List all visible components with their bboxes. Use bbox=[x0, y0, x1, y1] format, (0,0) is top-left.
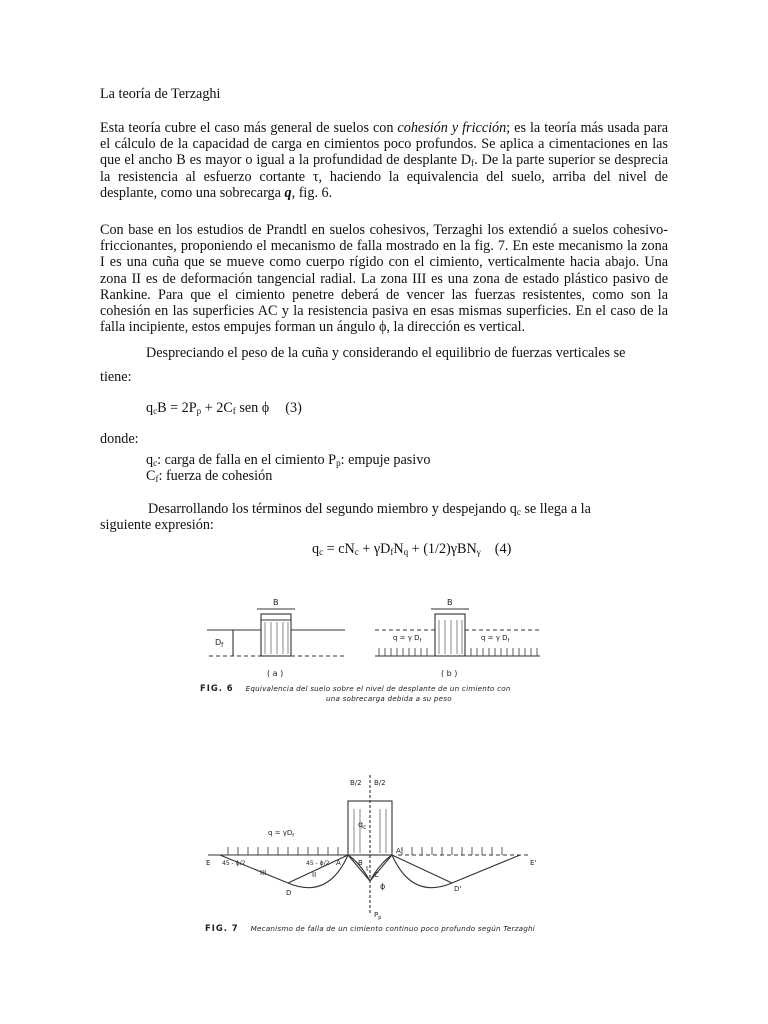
phi-label: ϕ bbox=[380, 882, 386, 891]
q-label-left: q = γ $D_f$ bbox=[393, 634, 422, 644]
definition-qc: $q_c$: carga de falla en el cimiento $P_p$: empuje pasivo bbox=[146, 452, 431, 468]
figure-6-caption-line2: una sobrecarga debida a su peso bbox=[326, 694, 452, 703]
qc-label: $q_c$ bbox=[358, 820, 367, 831]
point-b: B bbox=[358, 859, 363, 867]
label-b-b: B bbox=[447, 598, 453, 607]
figure-7-caption: FIG. 7 Mecanismo de falla de un cimiento continuo poco profundo según Terzaghi bbox=[205, 923, 535, 933]
equation-4: $q_c = cN_c + \gamma D_fN_q + (1/2)\gamma BN_\gamma$ (4) bbox=[312, 541, 512, 557]
paragraph-development-line2: siguiente expresión: bbox=[100, 517, 214, 533]
zone-2-label: II bbox=[312, 871, 317, 879]
figure-7 bbox=[198, 765, 568, 925]
angle-mid: 45 - ϕ/2 bbox=[306, 860, 330, 867]
definition-cf: $C_f$: fuerza de cohesión bbox=[146, 468, 273, 484]
document-title: La teoría de Terzaghi bbox=[100, 86, 221, 102]
label-b-a: B bbox=[273, 598, 279, 607]
point-d: D bbox=[286, 889, 292, 897]
label-a: ( a ) bbox=[267, 669, 284, 678]
paragraph-equilibrium: Despreciando el peso de la cuña y considerando el equilibrio de fuerzas verticales se bbox=[146, 345, 626, 361]
point-d-prime: D' bbox=[454, 885, 462, 893]
zone-1-label: I bbox=[366, 865, 369, 873]
figure-6-caption: FIG. 6 Equivalencia del suelo sobre el nivel de desplante de un cimiento con bbox=[200, 683, 511, 693]
point-a-prime: A' bbox=[396, 847, 403, 855]
donde-label: donde: bbox=[100, 431, 139, 447]
q-label: $q = \gamma D_f$ bbox=[268, 829, 295, 839]
b2-right: B/2 bbox=[374, 779, 386, 787]
zone-3-label: III bbox=[260, 869, 267, 877]
pp-label: $P_p$ bbox=[374, 911, 382, 921]
footing-b bbox=[435, 614, 465, 656]
b2-left: B/2 bbox=[350, 779, 362, 787]
paragraph-intro: Esta teoría cubre el caso más general de suelos con cohesión y fricción; es la teoría más usada para el cálculo de la capacidad de carga en cimientos poco profundos. Se aplica a cimentaciones en las que el ancho B es mayor o igual a la profundidad de desplante $D_f$. De la parte superior se desprecia la resistencia al esfuerzo cortante τ, haciendo la equivalencia del suelo, arriba del nivel de desplante, como una sobrecarga q, fig. 6. bbox=[100, 120, 669, 201]
q-label-right: q = γ $D_f$ bbox=[481, 634, 510, 644]
failure-surface-right bbox=[392, 855, 520, 888]
equation-3: $q_cB = 2P_p + 2C_f$ sen ϕ (3) bbox=[146, 400, 302, 416]
label-bb: ( b ) bbox=[441, 669, 458, 678]
point-e-prime: E' bbox=[530, 859, 537, 867]
point-a: A bbox=[336, 859, 341, 867]
angle-left: 45 - ϕ/2 bbox=[222, 860, 246, 867]
tiene-label: tiene: bbox=[100, 369, 132, 385]
paragraph-development-line1: Desarrollando los términos del segundo miembro y despejando $q_c$ se llega a la bbox=[148, 501, 591, 517]
point-c: C bbox=[374, 871, 379, 879]
label-df: $D_f$ bbox=[215, 638, 224, 649]
paragraph-mechanism: Con base en los estudios de Prandtl en suelos cohesivos, Terzaghi los extendió a suelos cohesivo-friccionantes, proponiendo el mecanismo de falla mostrado en la fig. 7. En este mecanismo la zona I es una cuña que se mueve como cuerpo rígido con el cimiento, verticalmente hacia abajo. Una zona II es de deformación tangencial radial. La zona III es una zona de estado plástico pasivo de Rankine. Para que el cimiento penetre deberá de vencer las fuerzas resistentes, como son la cohesión en las superficies AC y la resistencia pasiva en esas mismas superficies. En el caso de la falla incipiente, estos empujes forman un ángulo ϕ, la dirección es vertical. bbox=[100, 222, 668, 336]
point-e: E bbox=[206, 859, 211, 867]
